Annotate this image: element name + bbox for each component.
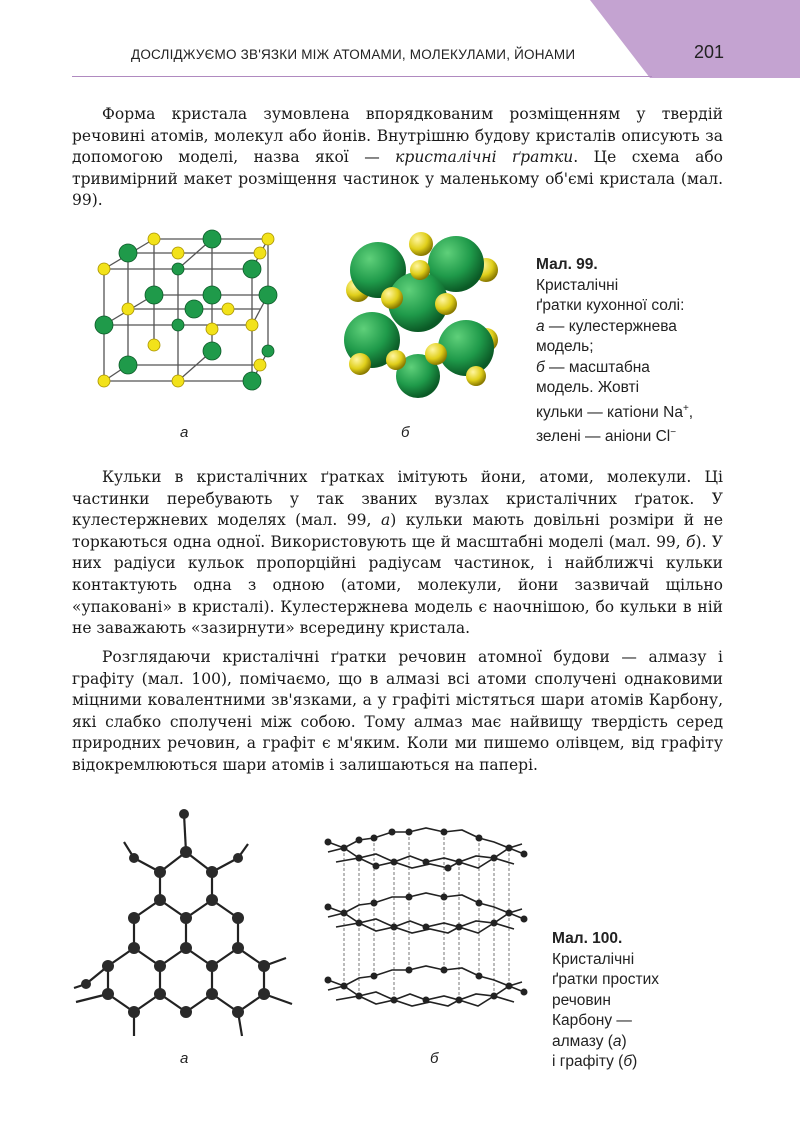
figure100-caption [552, 929, 712, 1073]
fig100-label-b: б [430, 1050, 439, 1067]
paragraph-models: Кульки в кристалічних ґратках імітують йони, атоми, молекули. Ці частинки перебувають у так званих вузлах кристалічних ґраток. У кулестержневих моделях (мал. 99, а) кульки мають довільні розміри й не торкаються одна одної. Використовують ще й масштабні моделі (мал. 99, б). У них радіуси кульок пропорційні радіусам частинок, і найближчі кульки контактують одна з одною (атоми, молекули, йони зазвичай щільно «упаковані» в кристалі). Кулестержнева модель є наочнішою, бо кульки в ній не заважають «зазирнути» всередину кристала. [72, 468, 724, 638]
caption-line: Кристалічні [536, 276, 619, 294]
running-title: ДОСЛІДЖУЄМО ЗВ'ЯЗКИ МІЖ АТОМАМИ, МОЛЕКУЛАМИ, ЙОНАМИ [131, 47, 576, 62]
paragraph-diamond-graphite: Розглядаючи кристалічні ґратки речовин атомної будови — алмазу і графіту (мал. 100), помічаємо, що в алмазі всі атоми сполучені однаковими міцними ковалентними зв'язками, а у графіті містяться шари атомів Карбону, які слабко сполучені між собою. Тому алмаз має найвищу твердість серед природних речовин, а графіт є м'яким. Коли ми пишемо олівцем, від графіту відокремлюються шари атомів і залишаються на папері. [72, 648, 723, 774]
graphite-lattice [314, 818, 534, 1028]
caption-line: кульки — катіони Na+, [536, 402, 694, 421]
page-number: 201 [694, 42, 725, 62]
caption-line: речовин [552, 991, 611, 1009]
fig99-label-a: а [180, 424, 189, 441]
caption-line: модель. Жовті [536, 379, 640, 396]
diamond-lattice [72, 808, 297, 1040]
nacl-ball-stick-model [88, 225, 288, 405]
caption-line: зелені — аніони Cl− [536, 427, 677, 446]
paragraph-crystal-form: Форма кристала зумовлена впорядкованим розміщенням у твердій речовині атомів, молекул або йонів. Внутрішню будову кристалів описують за допомогою моделі, назва якої — кристалічні ґратки. Це схема або тривимірний макет розміщення частинок у маленькому об'ємі кристала (мал. 99). [72, 105, 724, 210]
caption-line: а — кулестержнева [536, 317, 677, 335]
fig99-label-b: б [401, 424, 410, 441]
term-crystal-lattice: кристалічні ґратки [395, 148, 574, 167]
caption-line: б — масштабна [536, 358, 650, 376]
caption-line: алмазу (а) [552, 1032, 627, 1050]
caption-line: модель; [536, 338, 594, 355]
nacl-space-filling-model [336, 230, 506, 400]
figure99-caption [536, 255, 736, 448]
fig100-label-a: а [180, 1050, 189, 1067]
header-rule [72, 76, 652, 77]
figure99-caption-title: Мал. 99. [536, 256, 598, 273]
chapter-tab [590, 0, 800, 78]
caption-line: і графіту (б) [552, 1053, 638, 1070]
figure100-caption-title: Мал. 100. [552, 930, 623, 947]
caption-line: ґратки кухонної солі: [536, 297, 685, 314]
caption-line: ґратки простих [552, 971, 660, 988]
carbon-atoms [81, 809, 270, 1018]
caption-line: Карбону — [552, 1012, 632, 1029]
caption-line: Кристалічні [552, 950, 635, 968]
